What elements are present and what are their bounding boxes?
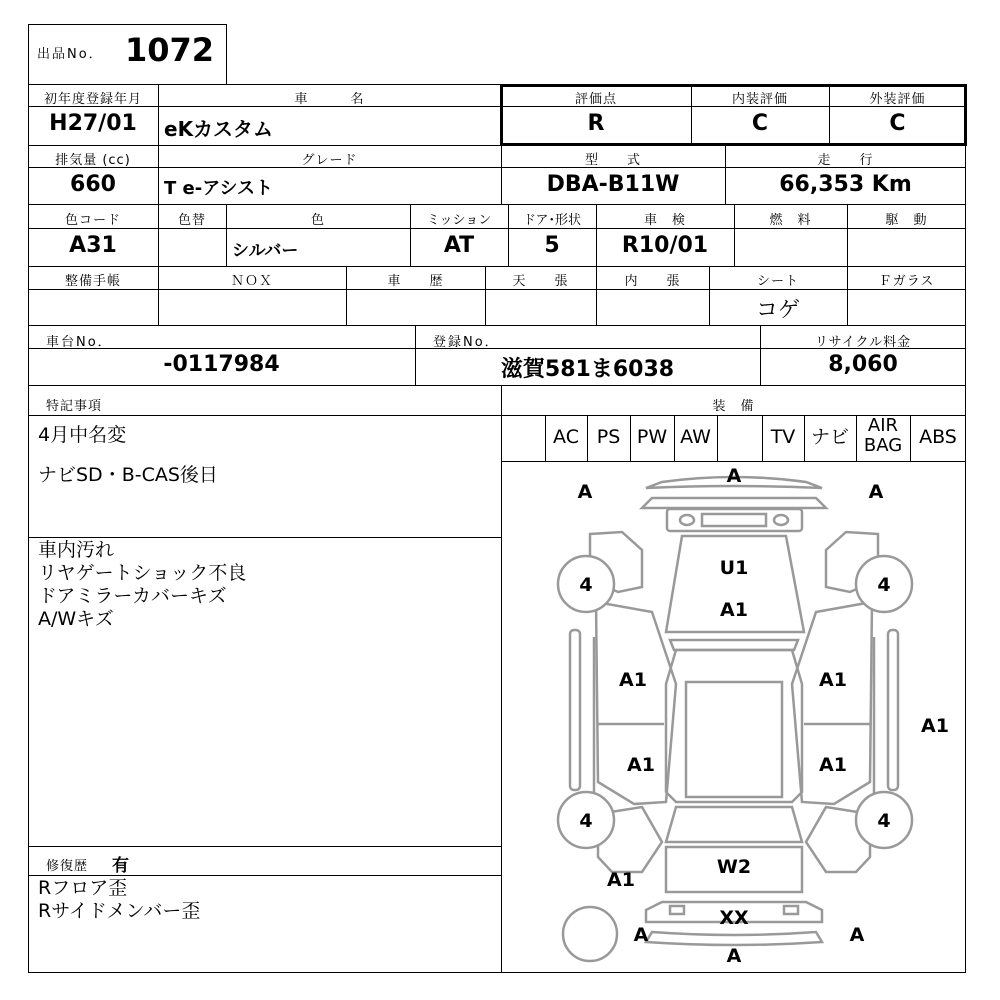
- code-hood-lower: A1: [720, 599, 748, 621]
- code-hood: U1: [719, 557, 749, 579]
- first-registration-label: 初年度登録年月: [43, 92, 142, 107]
- code-rear-bumper: XX: [719, 907, 749, 929]
- code-right-side: A1: [921, 715, 949, 737]
- color-value: シルバー: [232, 241, 299, 261]
- equipment-aw: AW: [680, 426, 711, 448]
- note-line-1: 4月中名変: [38, 424, 127, 446]
- code-front-left-corner: A: [577, 481, 593, 503]
- code-left-rear-quarter: A1: [607, 869, 635, 891]
- notes-block-line: A/Wキズ: [38, 608, 114, 630]
- color-code-label: 色コード: [64, 213, 121, 228]
- doors-value: 5: [544, 233, 560, 258]
- notes-block-line: リヤゲートショック不良: [38, 562, 247, 584]
- inspection-value: R10/01: [621, 233, 709, 258]
- note-line-2: ナビSD・B-CAS後日: [38, 464, 218, 486]
- equipment-ac: AC: [553, 426, 579, 448]
- service-record-label: 整備手帳: [64, 274, 121, 289]
- seat-value: コゲ: [755, 298, 800, 323]
- code-tire-rear-left: 4: [579, 810, 593, 832]
- code-left-rear-door: A1: [627, 754, 655, 776]
- code-tire-front-right: 4: [877, 574, 891, 596]
- lot-number-value: 1072: [125, 31, 215, 69]
- fuel-label: 燃 料: [769, 213, 812, 228]
- repair-history-value: 有: [112, 856, 129, 876]
- code-left-front-door: A1: [619, 669, 647, 691]
- equipment-abs: ABS: [919, 426, 957, 448]
- interior-score-label: 内装評価: [731, 92, 788, 107]
- equipment-tv: TV: [770, 426, 796, 448]
- transmission-label: ミッション: [426, 213, 492, 228]
- model-label: 型 式: [584, 153, 641, 168]
- color-code-value: A31: [69, 233, 117, 258]
- exterior-score-label: 外装評価: [869, 92, 926, 107]
- plate-number-value: 滋賀581ま6038: [500, 357, 675, 382]
- interior-trim-label: 内 張: [624, 274, 681, 289]
- code-tire-front-left: 4: [579, 574, 593, 596]
- roof-lining-label: 天 張: [512, 274, 569, 289]
- equipment-label: 装 備: [712, 399, 755, 414]
- recycle-fee-value: 8,060: [828, 352, 898, 377]
- displacement-value: 660: [70, 172, 116, 197]
- repaint-label: 色替: [177, 213, 206, 228]
- doors-label: ドア･形状: [522, 213, 582, 228]
- inspection-label: 車 検: [643, 213, 686, 228]
- code-right-rear-door: A1: [819, 754, 847, 776]
- repair-history-label: 修復歴: [46, 859, 89, 874]
- notes-block-line: 車内汚れ: [38, 539, 115, 561]
- code-rear-left-corner: A: [633, 924, 649, 946]
- equipment-pw: PW: [636, 426, 668, 448]
- code-right-front-door: A1: [819, 669, 847, 691]
- lot-number-box: [28, 24, 227, 84]
- code-rear-bottom: A: [726, 945, 742, 967]
- seat-label: シート: [756, 274, 799, 289]
- interior-score-value: C: [751, 111, 769, 136]
- car-damage-diagram: [502, 462, 966, 972]
- repair-note-line: Rフロア歪: [38, 877, 128, 899]
- mileage-value: 66,353 Km: [779, 172, 912, 197]
- code-tire-rear-right: 4: [877, 810, 891, 832]
- mileage-label: 走 行: [817, 153, 874, 168]
- repair-notes: [38, 877, 200, 923]
- model-value: DBA-B11W: [546, 172, 680, 197]
- exterior-score-value: C: [889, 111, 906, 136]
- equipment-airbag: AIR BAG: [863, 415, 903, 456]
- recycle-fee-label: リサイクル料金: [814, 335, 912, 350]
- vehicle-history-label: 車 歴: [387, 274, 444, 289]
- chassis-number-value: -0117984: [163, 352, 280, 377]
- notes-block-line: ドアミラーカバーキズ: [38, 585, 227, 607]
- grade-value: T e-アシスト: [164, 178, 273, 199]
- car-name-label: 車 名: [294, 92, 365, 107]
- spare-tire-icon: [563, 907, 617, 961]
- transmission-value: AT: [443, 233, 475, 258]
- drive-label: 駆 動: [885, 213, 928, 228]
- code-front-right-corner: A: [868, 481, 884, 503]
- lot-number-label: 出品No．: [37, 47, 104, 62]
- notes-block: [38, 539, 246, 631]
- score-label: 評価点: [574, 92, 617, 107]
- plate-number-label: 登録No．: [433, 335, 500, 350]
- nox-label: ＮＯＸ: [230, 274, 273, 289]
- code-rear-right-corner: A: [849, 924, 865, 946]
- score-value: R: [587, 111, 605, 136]
- color-label: 色: [310, 213, 325, 228]
- displacement-label: 排気量 (cc): [55, 153, 131, 168]
- code-front-bumper: A: [726, 465, 742, 487]
- code-rear-gate: W2: [716, 856, 752, 878]
- equipment-ps: PS: [596, 426, 621, 448]
- car-name-value: eKカスタム: [164, 117, 274, 141]
- equipment-navi: ナビ: [810, 426, 849, 448]
- chassis-number-label: 車台No．: [46, 335, 113, 350]
- repair-note-line: Rサイドメンバー歪: [38, 900, 201, 922]
- first-registration-value: H27/01: [49, 111, 137, 136]
- special-notes-label: 特記事項: [46, 399, 103, 414]
- front-glass-label: Ｆガラス: [878, 274, 935, 289]
- grade-label: グレード: [301, 153, 358, 168]
